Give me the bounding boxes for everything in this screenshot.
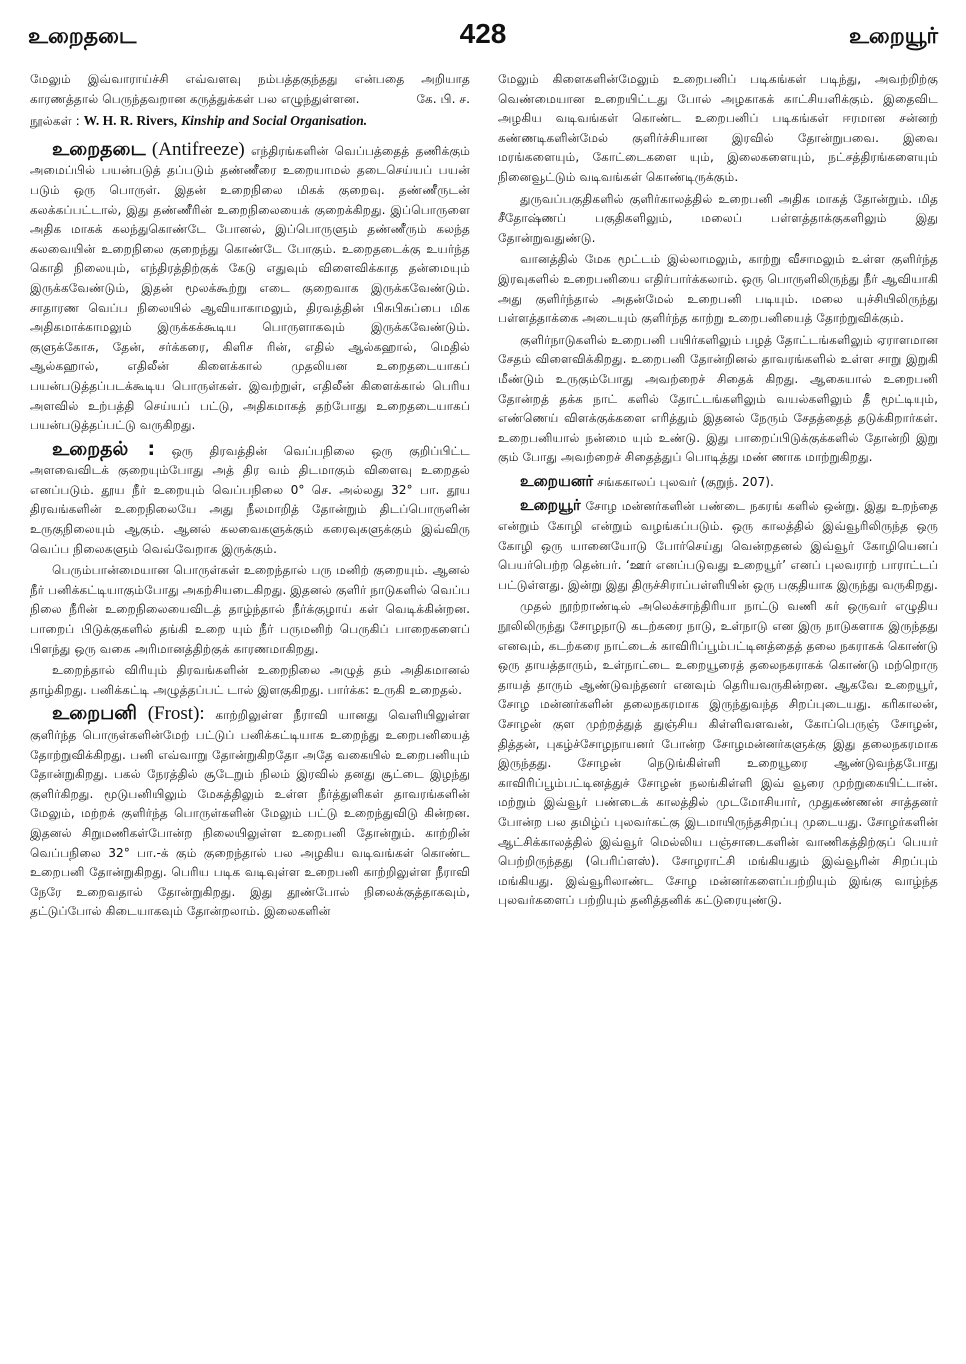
freezing-paragraph-2: பெரும்பான்மையான பொருள்கள் உறைந்தால் பரு மனிற் குறையும். ஆனல் நீர் பனிக்கட்டியாகும்போது அகற்சியடைகிறது. இதனல் குளிர் நாடுகளில் வெப்ப நிலை நீரின் உறைநிலையைவிடத் தாழ்ந்தால் நீர்க்குழாய் கள் வெடிக்கின்றன. பாறைப் பிடுக்குகளில் தங்கி உறை யும் நீர் பருமனிற் பெருகிப் பாறைகளைப் பிளந்து ஒரு வகை அரிமானத்திற்குக் காரணமாகிறது. — [30, 563, 470, 656]
page-number: 428 — [459, 18, 507, 49]
antifreeze-title: உறைதடை — [52, 137, 146, 160]
entry-freezing — [30, 437, 470, 701]
freezing-title: உறைதல் : — [52, 437, 156, 460]
antifreeze-paragraph — [30, 137, 470, 436]
frost-continued-paragraph-4: குளிர்நாடுகளில் உறைபனி பயிர்களிலும் பழத் தோட்டங்களிலும் ஏராளமான சேதம் விளைவிக்கிறது. உறைபனி தோன்றினல் தாவரங்களில் உள்ள சாறு இறுகி மீண்டும் உருகும்போது அவற்றைச் சிதைக் கிறது. ஆகையால் உறைபனி தோன்றத் தக்க நாட் களில் தோட்டங்களிலும் வயல்களிலும் தீ மூட்டியும், எண்ணெய் விளக்குக்களை எரித்தும் இதனல் நேரும் சேதத்தைத் தடுக்கிறார்கள். உறைபனியால் நன்மை யும் உண்டு. இது பாறைப்பிடுக்குக்களில் தோன்றி இறு கும் போது அவற்றைச் சிதைத்துப் பொடித்து மண் ணாக மாற்றுகிறது. — [498, 332, 938, 465]
intro-author: கே. பி. ச. — [416, 91, 470, 106]
antifreeze-text: எந்திரங்களின் வெப்பத்தைத் தணிக்கும் அமைப்பில் பயன்படுத் தப்படும் தண்ணீரை உறையாமல் தடைசெய்யப் பயன் படும் ஒரு பொருள். இதன் உறைநிலை மிகக் குறைவு. தண்ணீருடன் கலக்கப்பட்டால், இது தண்ணீரின் உறைநிலையைக் குறைக்கிறது. இப்பொருளை அதிக மாகக் கலந்துகொண்டே போனல், இப்பொருளும் தண்ணீரும் கலந்த கலவையின் உறைநிலை குறைந்து கொண்டே போகும். உறைதடைக்கு உயர்ந்த கொதி நிலையும், எந்திரத்திற்குக் கேடு எதுவும் விளைவிக்காத தன்மையும் இருக்கவேண்டும், இதன் மூலக்கூற்று எடை குறைவாக இருக்கவேண்டும். சாதாரண வெப்ப நிலையில் ஆவியாகாமலும், திரவத்தின் பிசுபிசுப்பை மிக அதிகமாக்காமலும் இருக்கக்கூடிய பொருளாகவும் இருக்கவேண்டும். குளுக்கோசு, தேன், சர்க்கரை, கிளிச ரின், எதில் ஆல்கஹால், மெதில் ஆல்கஹால், எதிலீன் கிளைக்கால் முதலியன உறைதடையாகப் பயன்படுத்தப்படக்கூடிய பொருள்கள். இவற்றுள், எதிலீன் கிளைக்கால் பெரிய அளவில் உற்பத்தி செய்யப் பட்டு, அதிகமாகத் தற்போது உறைதடையாகப் பயன்படுத்தப்பட்டு வருகிறது. — [30, 143, 470, 433]
intro-paragraph — [30, 70, 470, 109]
references-title: Kinship and Social Organisation. — [181, 113, 368, 129]
header-left-title: உறைதடை — [28, 24, 137, 49]
uraiyanar-text: சங்ககாலப் புலவர் (குறுந். 207). — [597, 474, 774, 489]
antifreeze-english: (Antifreeze) — [151, 138, 245, 160]
uraiyur-paragraph-2: முதல் நூற்றாண்டில் அலெக்சாந்திரியா நாட்டு வணி கர் ஒருவர் எழுதிய நூலிலிருந்து சோழநாடு கடற்கரை நாடு, உள்நாடு என இரு நாடுகளாக இருந்தது எனவும், கடற்கரை நாட்டைக் காவிரிப்பூம்பட்டினத்தைத் தலை நகராகக் கொண்டு ஒரு தாயத்தாரும், உள்நாட்டை உறையூரைத் தலைநகராகக் கொண்டு மற்றொரு தாயத் தாரும் ஆண்டுவந்தனர் எனவும் தெரியவருகின்றன. ஆகவே உறையூர், சோழ மன்னர்களின் தலைநகரமாக இருந்துவந்த சிறப்புடையது. கரிகாலன், சோழன் குள முற்றத்துத் துஞ்சிய கிள்ளிவளவன், கோப்பெருஞ் சோழன், தித்தன், புகழ்ச்சோழநாயனர் போன்ற சோழமன்னர்களுக்கு இது தலைநகரமாக இருந்தது. சோழன் நெடுங்கிள்ளி உறையூரை ஆண்டுவந்தபோது காவிரிப்பூம்பட்டினத்துச் சோழன் நலங்கிள்ளி இவ் வூரை முற்றுகையிட்டான். மற்றும் இவ்வூர் பண்டைக் காலத்தில் முடமோசியார், முதுகண்ணன் சாத்தனர் போன்ற பல தமிழ்ப் புலவர்கட்கு இடமாயிருந்தசிறப்பு முடையது. சோழர்களின் ஆட்சிக்காலத்தில் இவ்வூர் மெல்லிய பஞ்சாடைகளின் வாணிகத்திற்குப் பெயர் பெற்றிருந்தது (பெரிப்ளஸ்). சோழராட்சி மங்கியதும் இவ்வூரின் சிறப்பும் மங்கியது. இவ்வூரிலாண்ட சோழ மன்னர்களைப்பற்றியும் இங்கு வாழ்ந்த புலவர்களைப் பற்றியும் தனித்தனிக் கட்டுரையுண்டு. — [498, 599, 938, 908]
uraiyur-title: உறையூர் — [520, 496, 581, 515]
frost-english: (Frost): — [147, 703, 205, 725]
entry-uraiyur — [498, 496, 938, 910]
references — [30, 111, 470, 132]
frost-continued-paragraph-1: மேலும் கிளைகளின்மேலும் உறைபனிப் படிகங்கள் படிந்து, அவற்றிற்கு வெண்மையான உறையிட்டது போல் அழகாகக் காட்சியளிக்கும். இதைவிட அழகிய வடிவங்கள் கொண்ட உறைபனிப் படிகங்கள் ஈரமான சன்னற் கண்ணடிகளின்மேல் குளிர்ச்சியான இரவில் தோன்றுபவை. இவை மரங்களையும், கோட்டைகளை யும், இலைகளையும், நட்சத்திரங்களையும் நினைவூட்டும் வடிவங்கள் கொண்டிருக்கும். — [498, 72, 938, 184]
frost-text-1: காற்றிலுள்ள நீராவி யானது வெளியிலுள்ள குளிர்ந்த பொருள்களின்மேற் பட்டுப் பனிக்கட்டியாக உறைந்து உறைபனியைத் தோற்றுவிக்கிறது. பனி எவ்வாறு தோன்றுகிறதோ அதே வகையில் உறைபனியும் தோன்றுகிறது. பகல் நேரத்தில் சூடேறும் நிலம் இரவில் தனது சூட்டை இழந்து குளிர்கிறது. மூடுபனியிலும் மேகத்திலும் உள்ள நீர்த்துளிகள் தாவரங்களின் மேலும், மற்றக் குளிர்ந்த பொருள்களின் மேலும் பட்டு உறைந்துவிடு கின்றன. இதனல் சிறுமணிகள்போன்ற நிலையிலுள்ள உறைபனி தோன்றும். காற்றின் வெப்பநிலை 32° பா.-க் கும் குறைந்தால் பல அழகிய வடிவங்கள் கொண்ட உறைபனி தோன்றுகிறது. பெரிய படிக வடிவுள்ள உறைபனி காற்றிலுள்ள நீராவி நேரே உறைவதால் தோன்றுகிறது. இது தூண்போல் நிலைக்குத்தாகவும், தட்டுப்போல் கிடையாகவும் தோன்றலாம். இலைகளின் — [30, 708, 470, 919]
uraiyanar-paragraph — [498, 472, 938, 493]
uraiyur-text-1: சோழ மன்னர்களின் பண்டை நகரங் களில் ஒன்று. இது உறந்தை என்றும் கோழி என்றும் வழங்கப்படும். ஒரு காலத்தில் இவ்வூரிலிருந்த ஒரு கோழி ஒரு யானையோடு போர்செய்து வென்றதனல் இவ்வூர் கோழியெனப் பெயர்பெற்ற தென்பர். ‘ஊர் எனப்படுவது உறையூர்’ எனப் புலவராற் பாராட்டப் பட்டுள்ளது. இன்று இது திருச்சிராப்பள்ளியின் ஒரு பகுதியாக இருந்து வருகிறது. — [498, 499, 938, 592]
freezing-text-1: ஒரு திரவத்தின் வெப்பநிலை ஒரு குறிப்பிட்ட அளவைவிடக் குறையும்போது அத் திர வம் திடமாகும் விளைவு உறைதல் எனப்படும். தூய நீர் உறையும் வெப்பநிலை 0° செ. அல்லது 32° பா. தூய திரவங்களின் உறைநிலையே அது நீலமாறித் தோன்றும் திடப்பொருளின் உருகுநிலையும் ஆகும். ஆனல் கலவைகளுக்கும் கரைவுகளுக்கும் இவ்விரு வெப்ப நிலைகளும் வெவ்வேறாக இருக்கும். — [30, 443, 470, 556]
frost-continued-paragraph-2: துருவப்பகுதிகளில் குளிர்காலத்தில் உறைபனி அதிக மாகத் தோன்றும். மித சீதோஷ்ணப் பகுதிகளிலும், மலைப் பள்ளத்தாக்குகளிலும் இது தோன்றுவதுண்டு. — [498, 191, 938, 245]
frost-title: உறைபனி — [52, 702, 138, 725]
right-column — [498, 70, 938, 1344]
entry-frost — [30, 704, 470, 922]
header-right-title: உறையூர் — [848, 24, 938, 49]
page-header — [28, 18, 938, 58]
freezing-paragraph-1 — [30, 437, 470, 560]
left-column — [30, 70, 470, 1344]
intro-text: மேலும் இவ்வாராய்ச்சி எவ்வளவு நம்பத்தகுந்தது என்பதை அறியாத காரணத்தால் பெருந்தவறான கருத்துக்கள் பல எழுந்துள்ளன. — [30, 72, 470, 106]
freezing-paragraph-3: உறைந்தால் விரியும் திரவங்களின் உறைநிலை அழுத் தம் அதிகமானல் தாழ்கிறது. பனிக்கட்டி அழுத்தப்பட் டால் இளகுகிறது. பார்க்க: உருகி உறைதல். — [30, 663, 470, 697]
entry-antifreeze — [30, 137, 470, 436]
frost-continued-paragraph-3: வானத்தில் மேக மூட்டம் இல்லாமலும், காற்று வீசாமலும் உள்ள குளிர்ந்த இரவுகளில் உறைபனியை எதிர்பார்க்கலாம். ஒரு பொருளிலிருந்து நீர் ஆவியாகி அது குளிர்ந்தால் அதன்மேல் உறைபனி படியும். மலை யுச்சியிலிருந்து பள்ளத்தாக்கை அடையும் குளிர்ந்த காற்று உறைபனியைத் தோற்றுவிக்கும். — [498, 252, 938, 326]
uraiyur-paragraph-1 — [498, 496, 938, 595]
frost-paragraph-1 — [30, 704, 470, 922]
references-author: W. H. R. Rivers, — [83, 113, 178, 129]
entry-uraiyanar — [498, 472, 938, 493]
uraiyanar-title: உறையனர் — [520, 471, 594, 490]
references-label: நூல்கள் : — [30, 114, 80, 129]
